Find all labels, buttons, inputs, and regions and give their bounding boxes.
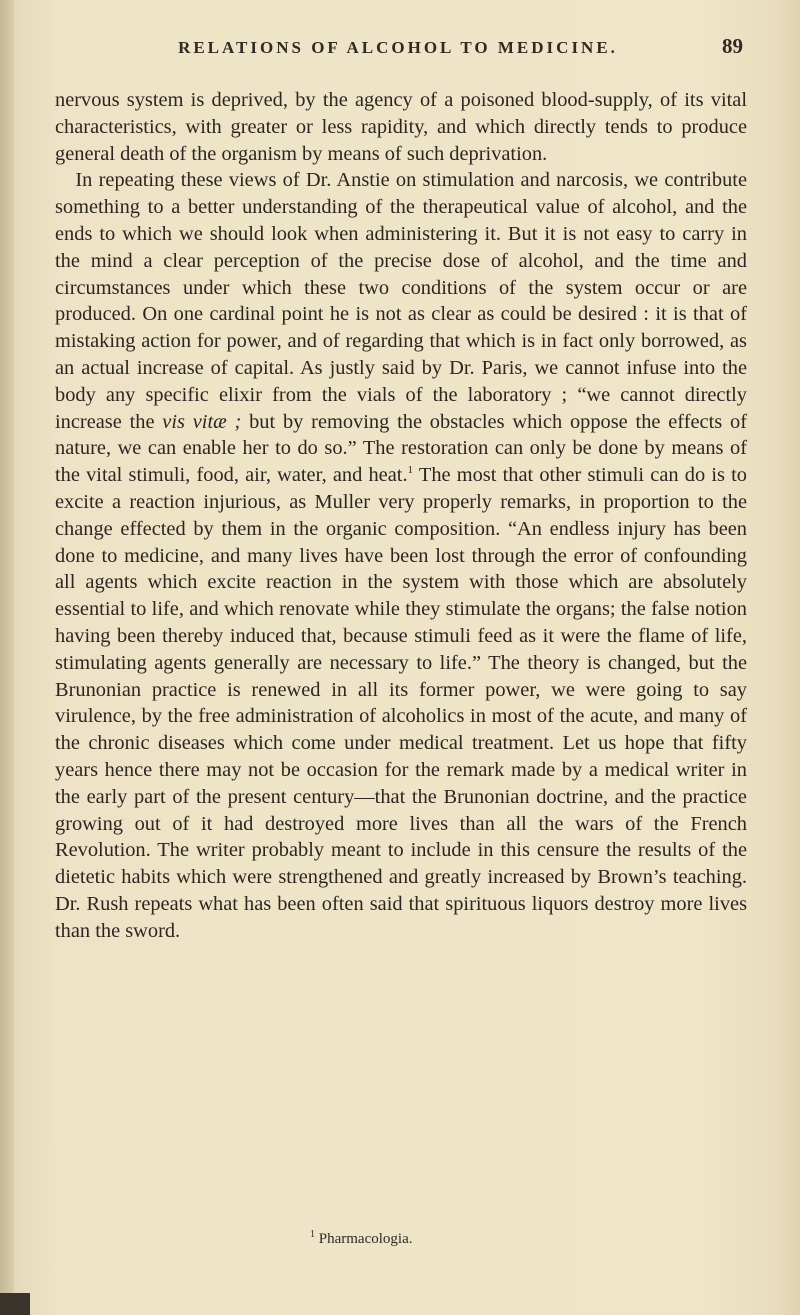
footnote [310, 1229, 412, 1248]
footnote-reference: 1 [407, 464, 414, 477]
footnote-text: Pharmacologia. [318, 1231, 413, 1247]
page-number: 89 [722, 34, 743, 58]
footnote-marker: 1 [310, 1229, 315, 1240]
paragraph-text-segment: but by removing the obstacles which oppose the effects of nature, we can enable her to do so.” The restoration can only be done by means of the vital stimuli, food, air, water, and heat. [55, 410, 747, 487]
paragraph-main [55, 167, 747, 944]
paragraph-continued: nervous system is deprived, by the agency of a poisoned blood-supply, of its vital characteristics, with greater or less rapidity, and which directly tends to produce general death of the organism by means of such deprivation. [55, 89, 747, 165]
paragraph-text-segment: The most that other stimuli can do is to excite a reaction injurious, as Muller very properly remarks, in proportion to the change effected by them in the organic composition. “An endless injury has been done to medicine, and many lives have been lost through the error of confounding all agents which excite reaction in the system with those which are absolutely essential to life, and which renovate while they stimulate the organs; the false notion having been thereby induced that, because stimuli feed as it were the flame of life, stimulating agents generally are necessary to life.” The theory is changed, but the Brunonian practice is renewed in all its former power, we were going to say virulence, by the free administration of alcoholics in most of the acute, and many of the chronic diseases which come under medical treatment. Let us hope that fifty years hence there may not be occasion for the remark made by a medical writer in the early part of the present century—that the Brunonian doctrine, and the practice growing out of it had destroyed more lives than all the wars of the French Revolution. The writer probably meant to include in this censure the results of the dietetic habits which were strengthened and greatly increased by Brown’s teaching. Dr. Rush repeats what has been often said that spirituous liquors destroy more lives than the sword. [55, 464, 747, 942]
body-text [55, 87, 747, 945]
gutter-shadow [0, 0, 14, 1315]
running-head: RELATIONS OF ALCOHOL TO MEDICINE. [178, 38, 618, 57]
paragraph-text-segment: In repeating these views of Dr. Anstie on stimulation and narcosis, we contribute something to a better understanding of the therapeutical value of alcohol, and the ends to which we should look when administering it. But it is not easy to carry in the mind a clear perception of the precise dose of alcohol, and the time and circumstances under which these two conditions of the system occur or are produced. On one cardinal point he is not as clear as could be desired : it is that of mistaking action for power, and of regarding that which is in fact only borrowed, as an actual increase of capital. As justly said by Dr. Paris, we cannot infuse into the body any specific elixir from the vials of the laboratory ; “we cannot directly increase the [55, 169, 747, 433]
paragraph-italic-phrase: vis vitæ ; [162, 410, 242, 433]
scan-corner-mark [0, 1293, 30, 1315]
